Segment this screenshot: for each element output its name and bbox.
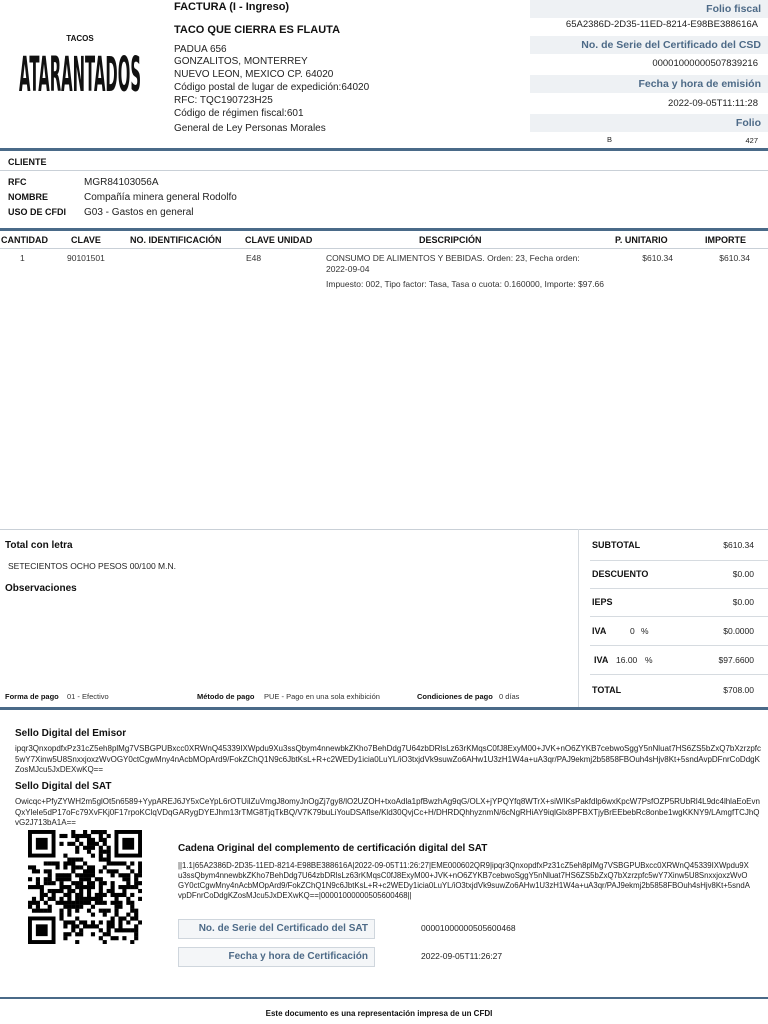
condiciones-pago-value: 0 días (499, 692, 520, 701)
factura-title: FACTURA (I - Ingreso) (174, 1, 290, 13)
row-importe: $610.34 (719, 253, 750, 263)
iva-value: $0.0000 (723, 626, 754, 636)
subtotal-label: SUBTOTAL (592, 540, 641, 550)
iva-row-2 (590, 647, 768, 673)
ieps-row (590, 589, 768, 615)
folio-fiscal-label: Folio fiscal (530, 0, 768, 18)
sello-emisor-value: ipqr3QnxopdfxPz31cZ5eh8plMg7VSBGPUBxcc0XRWnQ45339IXWpdu9Xu3ssQbym4nnewbkZKho7BehDdg7U64zbDRlsLz63rKMqsC0fJ8ExyM00+JVK+nO6ZYKB7cebwoSggY5nNluat7HS6ZS5bZxQ7bXzrzpfc5wY7Xinw5U8SnxxjoxzWvOGY0ctCgwMny4nAcbMOpArd9/FokZChQ1N9c6JbtKsL+R+c2WEDy1icia0LuYL/iO3txjdVk9suwZo6AHw1U3zH1W4a+uA3qr/PAJ9ekmj2b5858FBOuh4sHjv8Kt+5sndAvpDFnrCoDdgKZosMJcu5JxDEXwKQ== (15, 744, 762, 774)
totals-vertical-divider (578, 529, 579, 707)
business-name: TACO QUE CIERRA ES FLAUTA (174, 24, 341, 36)
qr-finder-pattern (28, 830, 56, 858)
address-line-7: General de Ley Personas Morales (174, 123, 326, 134)
total-letra-label: Total con letra (5, 540, 73, 551)
col-header-cantidad: CANTIDAD (1, 235, 48, 245)
iva-rate: 0 (630, 626, 635, 636)
rfc-value: MGR84103056A (84, 177, 159, 188)
rfc-label: RFC (8, 177, 27, 187)
row-cantidad: 1 (20, 253, 25, 263)
totals-top-divider (0, 529, 768, 530)
folio-label: Folio (530, 114, 768, 132)
col-header-descripcion: DESCRIPCIÓN (419, 235, 482, 245)
cliente-divider (0, 170, 768, 171)
serie-sat-label: No. de Serie del Certificado del SAT (178, 919, 375, 939)
address-line-1: PADUA 656 (174, 44, 227, 55)
iva-rate: 16.00 (616, 655, 638, 665)
col-header-no-identificacion: NO. IDENTIFICACIÓN (130, 235, 222, 245)
subtotal-value: $610.34 (723, 540, 754, 550)
fecha-cert-value: 2022-09-05T11:26:27 (421, 951, 503, 961)
uso-cfdi-value: G03 - Gastos en general (84, 207, 194, 218)
divider-footer (0, 997, 768, 999)
total-value: $708.00 (723, 685, 754, 695)
metodo-pago-value: PUE - Pago en una sola exhibición (264, 692, 380, 701)
address-line-2: GONZALITOS, MONTERREY (174, 56, 308, 67)
ieps-label: IEPS (592, 597, 613, 607)
descuento-label: DESCUENTO (592, 569, 649, 579)
sello-sat-label: Sello Digital del SAT (15, 781, 112, 792)
address-line-4: Código postal de lugar de expedición:64020 (174, 82, 370, 93)
nombre-value: Compañía minera general Rodolfo (84, 192, 237, 203)
iva-label: IVA (592, 626, 607, 636)
iva-value: $97.6600 (718, 655, 754, 665)
footer-text: Este documento es una representación impresa de un CFDI (265, 1009, 493, 1018)
sello-sat-value: Owicqc+PfyZYWH2m5glOt5n6589+YypAREJ6JY5xCeYpL6rOTUilZuVmgJ8omyJnOgZj7gy8/lO2UZOH+txoAdla1pfBwzhAg9qG/OLX+jYPQYfq8WTrX+siWIKsPakfdlp6wxKpcW7PsfOZP5RUbRl4L9dc4lhlaEoEvnQxYlele5dP17oFc79XvFKj0F17rpoKClqVDqGARygDYEJhm13rTMG8TjqTkBQ/V7K79buLiYouDSAflse/Kld30QvjCc+H/DHRDQhhyznmN/6cNgRHiAY9iqlGlx8PFBXTjyBrEEbebRc8onbe1wgKKNY9/LAmgfTCJhQvG2J713bA1A== (15, 797, 760, 827)
cliente-section-label: CLIENTE (8, 157, 47, 167)
address-line-6: Código de régimen fiscal:601 (174, 108, 304, 119)
row-impuesto: Impuesto: 002, Tipo factor: Tasa, Tasa o cuota: 0.160000, Importe: $97.66 (326, 279, 605, 289)
table-header-divider (0, 248, 768, 249)
total-label: TOTAL (592, 685, 622, 695)
descuento-value: $0.00 (732, 569, 754, 579)
subtotal-row (590, 532, 768, 558)
logo-top-text: TACOS (66, 34, 94, 43)
row-descripcion: CONSUMO DE ALIMENTOS Y BEBIDAS. Orden: 23, Fecha orden: 2022-09-04 (326, 253, 580, 274)
serie-letter: B (607, 135, 613, 144)
condiciones-pago-label: Condiciones de pago (417, 692, 493, 701)
serie-csd-value: 00001000000507839216 (652, 58, 758, 69)
total-letra-value: SETECIENTOS OCHO PESOS 00/100 M.N. (8, 561, 177, 571)
serie-sat-value: 00001000000505600468 (421, 923, 516, 933)
total-row (590, 677, 768, 703)
uso-cfdi-label: USO DE CFDI (8, 207, 67, 217)
totals-sep (590, 616, 768, 617)
iva-row-1 (590, 618, 768, 644)
percent-sign: % (641, 626, 649, 636)
nombre-label: NOMBRE (8, 192, 48, 202)
company-logo (16, 24, 144, 114)
forma-pago-label: Forma de pago (5, 692, 59, 701)
sello-emisor-label: Sello Digital del Emisor (15, 728, 127, 739)
col-header-importe: IMPORTE (705, 235, 747, 245)
divider-header (0, 148, 768, 151)
address-line-5: RFC: TQC190723H25 (174, 95, 273, 106)
metodo-pago-label: Método de pago (197, 692, 255, 701)
col-header-p-unitario: P. UNITARIO (615, 235, 668, 245)
percent-sign: % (645, 655, 653, 665)
fecha-cert-label: Fecha y hora de Certificación (178, 947, 375, 967)
col-header-clave-unidad: CLAVE UNIDAD (245, 235, 313, 245)
col-header-clave: CLAVE (71, 235, 101, 245)
qr-code (28, 830, 142, 944)
fecha-emision-label: Fecha y hora de emisión (530, 75, 768, 93)
fecha-emision-value: 2022-09-05T11:11:28 (668, 98, 758, 109)
serie-csd-label: No. de Serie del Certificado del CSD (530, 36, 768, 54)
qr-code-graphic (28, 830, 142, 944)
totals-sep (590, 674, 768, 675)
folio-fiscal-value: 65A2386D-2D35-11ED-8214-E98BE388616A (565, 19, 758, 30)
divider-table-top (0, 228, 768, 231)
row-p-unitario: $610.34 (642, 253, 673, 263)
divider-sellos (0, 707, 768, 710)
forma-pago-value: 01 - Efectivo (67, 692, 109, 701)
descuento-row (590, 561, 768, 587)
observaciones-label: Observaciones (5, 583, 77, 594)
row-clave: 90101501 (67, 253, 105, 263)
cadena-original-label: Cadena Original del complemento de certificación digital del SAT (178, 843, 488, 854)
folio-value: 427 (745, 136, 758, 145)
address-line-3: NUEVO LEON, MEXICO CP. 64020 (174, 69, 334, 80)
ieps-value: $0.00 (732, 597, 754, 607)
logo-main-text: ATARANTADOS (19, 48, 142, 104)
qr-finder-pattern (28, 916, 56, 944)
totals-sep (590, 645, 768, 646)
cadena-original-value: ||1.1|65A2386D-2D35-11ED-8214-E98BE388616A|2022-09-05T11:26:27|EME000602QR9|ipqr3QnxopdfxPz31cZ5eh8plMg7VSBGPUBxcc0XRWnQ45339IXWpdu9Xu3ssQbym4nnewbkZKho7BehDdg7U64zbDRlsLz63rKMqsC0fJ8ExyM00+JVK+nO6ZYKB7cebwoSggY5nNluat7HS6ZS5bZxQ7bXzrzpfc5wY7Xinw5U8SnxxjoxzWvOGY0ctCgwMny4nAcbMOpArd9/FokZChQ1N9c6JbtKsL+R+c2WEDy1icia0LuYL/iO3txjdVk9suwZo6AHw1U3zH1W4a+uA3qr/PAJ9ekmj2b5858FBOuh4sHjv8Kt+5sndAvpDFnrCoDdgKZosMJcu5JxDEXwKQ==|00001000000505600468|| (178, 861, 750, 900)
iva-label: IVA (594, 655, 609, 665)
row-clave-unidad: E48 (246, 253, 262, 263)
logo-graphic (16, 24, 144, 114)
qr-finder-pattern (114, 830, 142, 858)
